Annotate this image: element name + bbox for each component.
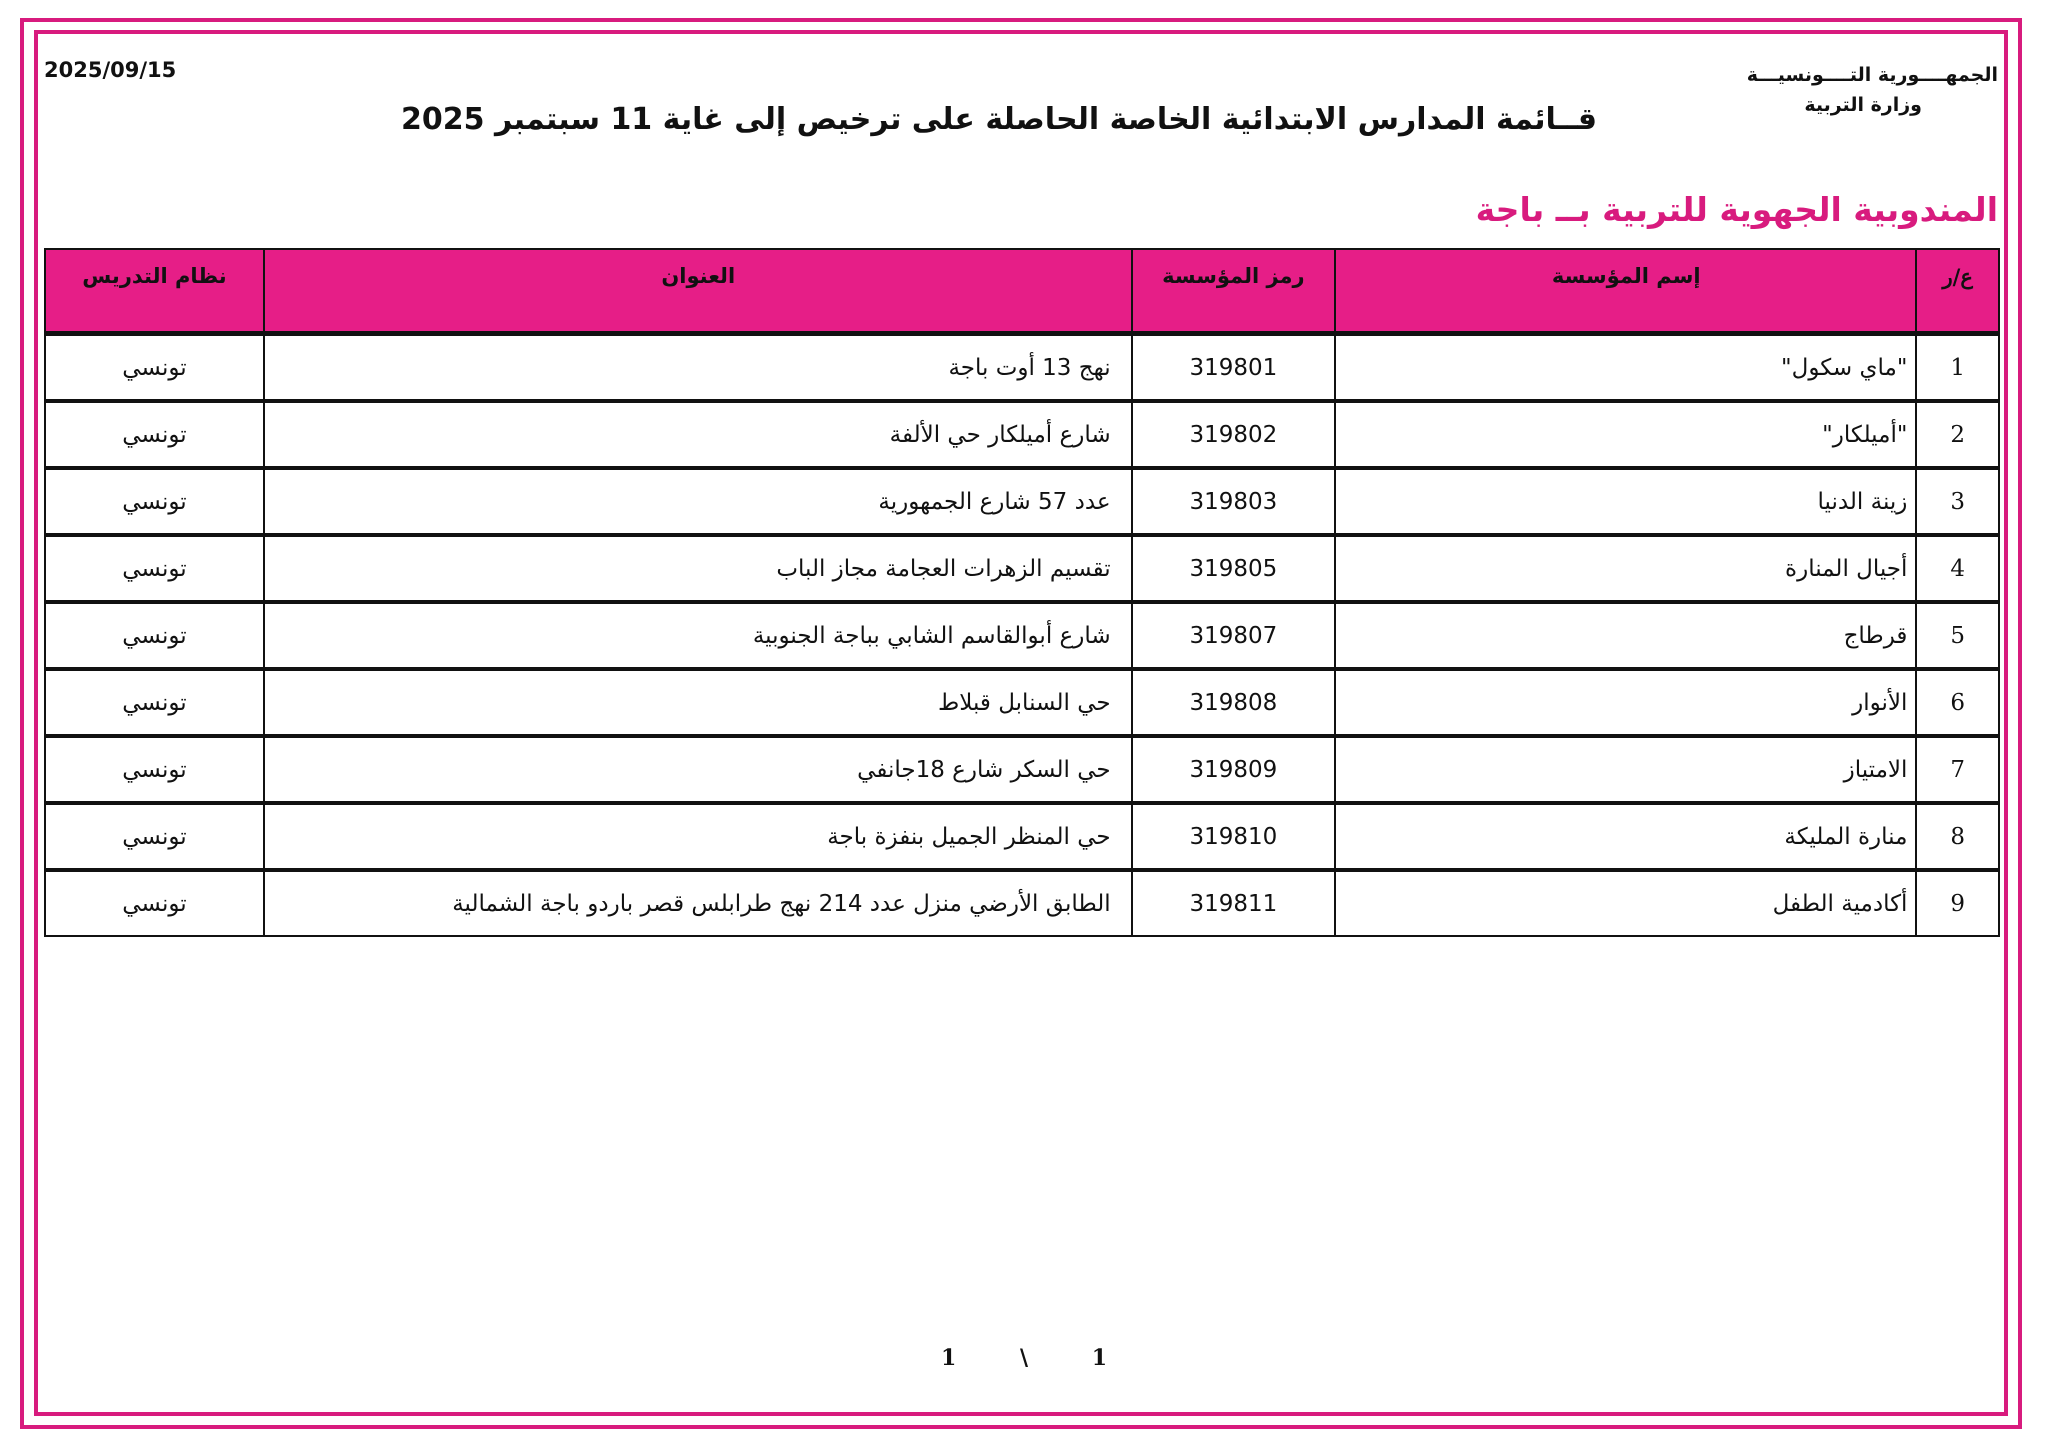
cell-num: 4 <box>1916 535 1999 602</box>
cell-name: منارة المليكة <box>1335 803 1916 870</box>
col-header-code: رمز المؤسسة <box>1132 249 1336 334</box>
cell-system: تونسي <box>45 401 264 468</box>
page-current: 1 <box>1091 1345 1107 1371</box>
cell-address: تقسيم الزهرات العجامة مجاز الباب <box>264 535 1132 602</box>
cell-num: 8 <box>1916 803 1999 870</box>
cell-name: الامتياز <box>1335 736 1916 803</box>
table-row <box>45 803 1999 870</box>
col-header-system: نظام التدريس <box>45 249 264 334</box>
cell-name: قرطاج <box>1335 602 1916 669</box>
cell-name: "ماي سكول" <box>1335 334 1916 402</box>
cell-code: 319803 <box>1132 468 1336 535</box>
table-header-row <box>45 249 1999 334</box>
cell-code: 319810 <box>1132 803 1336 870</box>
region-heading: المندوبية الجهوية للتربية بــ باجة <box>1475 190 1998 229</box>
cell-code: 319802 <box>1132 401 1336 468</box>
cell-system: تونسي <box>45 803 264 870</box>
col-header-num: ع/ر <box>1916 249 1999 334</box>
cell-system: تونسي <box>45 602 264 669</box>
document-title: قــائمة المدارس الابتدائية الخاصة الحاصلة على ترخيص إلى غاية 11 سبتمبر 2025 <box>401 102 1597 137</box>
cell-system: تونسي <box>45 468 264 535</box>
cell-code: 319807 <box>1132 602 1336 669</box>
cell-system: تونسي <box>45 870 264 936</box>
cell-address: حي السكر شارع 18جانفي <box>264 736 1132 803</box>
cell-name: أكادمية الطفل <box>1335 870 1916 936</box>
cell-address: عدد 57 شارع الجمهورية <box>264 468 1132 535</box>
cell-address: نهج 13 أوت باجة <box>264 334 1132 402</box>
col-header-address: العنوان <box>264 249 1132 334</box>
cell-address: الطابق الأرضي منزل عدد 214 نهج طرابلس قصر باردو باجة الشمالية <box>264 870 1132 936</box>
cell-address: حي السنابل قبلاط <box>264 669 1132 736</box>
cell-address: شارع أبوالقاسم الشابي بباجة الجنوبية <box>264 602 1132 669</box>
cell-address: شارع أميلكار حي الألفة <box>264 401 1132 468</box>
table-row <box>45 669 1999 736</box>
cell-code: 319809 <box>1132 736 1336 803</box>
cell-num: 2 <box>1916 401 1999 468</box>
col-header-name: إسم المؤسسة <box>1335 249 1916 334</box>
cell-code: 319808 <box>1132 669 1336 736</box>
table-row <box>45 870 1999 936</box>
table-row <box>45 468 1999 535</box>
cell-num: 5 <box>1916 602 1999 669</box>
country-name: الجمهــــورية التــــونسيـــة <box>1746 64 1998 86</box>
page-separator: \ <box>1019 1345 1029 1371</box>
cell-name: زينة الدنيا <box>1335 468 1916 535</box>
table-row <box>45 602 1999 669</box>
cell-num: 6 <box>1916 669 1999 736</box>
ministry-name: وزارة التربية <box>1804 94 1922 116</box>
document-date: 2025/09/15 <box>44 58 177 82</box>
cell-code: 319805 <box>1132 535 1336 602</box>
cell-num: 9 <box>1916 870 1999 936</box>
document-title-wrap <box>0 102 2048 137</box>
cell-num: 7 <box>1916 736 1999 803</box>
page-total: 1 <box>940 1345 957 1371</box>
table-row <box>45 736 1999 803</box>
table-row <box>45 334 1999 402</box>
cell-code: 319801 <box>1132 334 1336 402</box>
schools-table <box>44 248 2000 937</box>
cell-num: 3 <box>1916 468 1999 535</box>
table-row <box>45 401 1999 468</box>
cell-system: تونسي <box>45 334 264 402</box>
cell-name: الأنوار <box>1335 669 1916 736</box>
table-row <box>45 535 1999 602</box>
cell-name: أجيال المنارة <box>1335 535 1916 602</box>
cell-code: 319811 <box>1132 870 1336 936</box>
cell-system: تونسي <box>45 535 264 602</box>
cell-name: "أميلكار" <box>1335 401 1916 468</box>
cell-system: تونسي <box>45 669 264 736</box>
page-number <box>0 1345 2048 1371</box>
cell-num: 1 <box>1916 334 1999 402</box>
cell-address: حي المنظر الجميل بنفزة باجة <box>264 803 1132 870</box>
cell-system: تونسي <box>45 736 264 803</box>
